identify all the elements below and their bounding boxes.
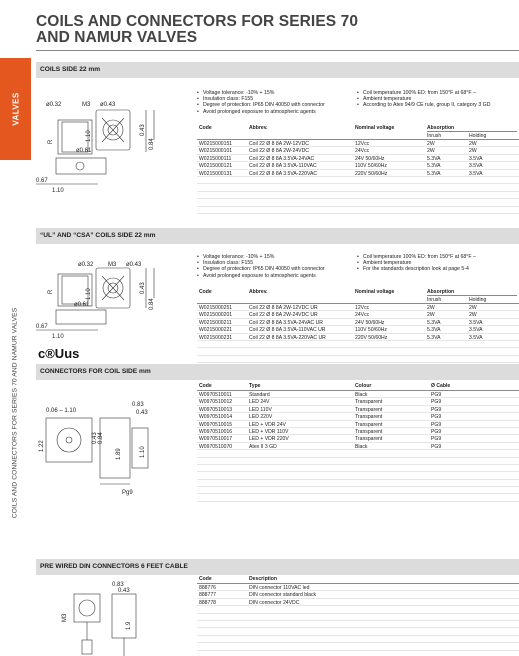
dim-label: M3: [108, 262, 117, 268]
cell-code: W0970510013: [199, 406, 233, 413]
table-row-empty: [197, 480, 519, 487]
cell-type: Atex II 3 GD: [249, 443, 277, 450]
cell-holding: 3.5VA: [469, 334, 483, 341]
spec-item: • Ambient temperature: [357, 96, 517, 102]
cell-voltage: 220V 50/60Hz: [355, 334, 388, 341]
dim-label: M3: [62, 613, 68, 622]
table-row-empty: [197, 628, 519, 635]
cell-colour: Transparent: [355, 428, 383, 435]
spec-item: • Degree of protection: IP65 DIN 40050 with connector: [197, 102, 357, 108]
table-row-empty: [197, 184, 519, 191]
dim-label: 0.84: [98, 432, 104, 444]
cell-colour: Transparent: [355, 436, 383, 443]
cell-code: 888776: [199, 585, 216, 591]
table-row-empty: [197, 614, 519, 621]
table-row-empty: [197, 450, 519, 457]
cell-voltage: 220V 50/60Hz: [355, 170, 388, 177]
col-abbrev: Abbrev.: [249, 289, 268, 295]
table-row: [197, 443, 519, 450]
table-row-empty: [197, 341, 519, 348]
table-row-empty: [197, 458, 519, 465]
spec-item: • Ambient temperature: [357, 260, 517, 266]
col-absorption: Absorption: [427, 289, 455, 295]
spec-item: • Avoid prolonged exposure to atmospheric agents: [197, 273, 357, 279]
cell-code: W0215000101: [199, 148, 233, 155]
table-header: [197, 383, 519, 391]
cell-inrush: 2W: [427, 141, 435, 147]
col-voltage: Nominal voltage: [355, 289, 395, 295]
dim-label: 0.84: [149, 138, 155, 150]
cell-holding: 3.5VA: [469, 319, 483, 326]
cell-inrush: 2W: [427, 148, 435, 155]
spec-item: • Insulation class: F155: [197, 260, 357, 266]
col-colour: Colour: [355, 383, 372, 389]
dim-label: 1.10: [86, 288, 92, 300]
cell-holding: 3.5VA: [469, 163, 483, 170]
cell-holding: 3.5VA: [469, 170, 483, 177]
dim-label: 0.43: [118, 588, 130, 594]
cell-cable: PG9: [431, 436, 442, 443]
table-row: [197, 421, 519, 428]
cell-voltage: 24Vcc: [355, 312, 370, 319]
cell-type: LED + VDR 24V: [249, 421, 286, 428]
table-row-empty: [197, 494, 519, 501]
dim-label: 0.83: [132, 402, 144, 408]
section-heading-ul-coils: “UL” AND “CSA” COILS SIDE 22 mm: [36, 228, 519, 244]
col-holding: Holding: [469, 297, 487, 303]
dim-label: 1.10: [52, 188, 64, 194]
cell-colour: Transparent: [355, 406, 383, 413]
table-row-empty: [197, 348, 519, 355]
dim-label: ø0.32: [46, 102, 62, 108]
dim-label: ø0.61: [74, 302, 90, 308]
col-description: Description: [249, 576, 278, 582]
table-row: [197, 155, 519, 162]
table-row-empty: [197, 356, 519, 363]
spec-item: • Avoid prolonged exposure to atmospheric agents: [197, 109, 357, 115]
dim-label: 0.67: [36, 178, 48, 184]
cell-inrush: 5.3VA: [427, 319, 441, 326]
cell-inrush: 5.3VA: [427, 163, 441, 170]
dim-label: 1.89: [116, 448, 122, 460]
spec-item: • Voltage tolerance: -10% + 15%: [197, 254, 357, 260]
title-rule: [36, 50, 519, 51]
side-running-title: COILS AND CONNECTORS FOR SERIES 70 AND NAMUR VALVES: [11, 307, 19, 519]
cell-type: LED + VDR 220V: [249, 436, 289, 443]
ul-coil-drawing: [36, 258, 186, 338]
page-title-line1: COILS AND CONNECTORS FOR SERIES 70: [36, 13, 359, 30]
ul-bullets-right: [357, 254, 517, 273]
cell-code: W0970510014: [199, 414, 233, 421]
cell-abbrev: Coil 22 Ø 8 8A 3.5VA-220VAC: [249, 170, 318, 177]
table-row: [197, 599, 519, 606]
table-row: [197, 391, 519, 398]
table-row: [197, 140, 519, 147]
dim-label: ø0.32: [78, 262, 94, 268]
cell-description: DIN connector 24VDC: [249, 599, 300, 606]
cell-code: W0215000251: [199, 305, 233, 311]
col-inrush: Inrush: [427, 297, 442, 303]
cell-holding: 2W: [469, 141, 477, 147]
spec-item: • Coil temperature 100% ED: from 150°F at 68°F –: [357, 254, 517, 260]
table-row-empty: [197, 192, 519, 199]
side-tab-valves: [0, 58, 31, 160]
table-header: [197, 124, 519, 140]
col-code: Code: [199, 125, 212, 131]
side-tab-label: VALVES: [11, 92, 20, 126]
cell-type: LED 24V: [249, 399, 270, 406]
cell-cable: PG9: [431, 421, 442, 428]
cell-inrush: 5.3VA: [427, 155, 441, 162]
table-header: [197, 576, 519, 584]
cell-inrush: 5.3VA: [427, 170, 441, 177]
table-row-empty: [197, 472, 519, 479]
col-abbrev: Abbrev.: [249, 125, 268, 131]
dim-label: M3: [82, 102, 91, 108]
cell-type: LED 110V: [249, 406, 272, 413]
dim-label: 0.83: [112, 582, 124, 588]
spec-item: • For the standards description look at page 5-4: [357, 266, 517, 272]
cell-code: W0215000121: [199, 163, 233, 170]
prewired-drawing: [60, 580, 160, 656]
ul-csa-logo: c®Uus: [38, 346, 80, 361]
cell-abbrev: Coil 22 Ø 8 8A 3.5VA-220VAC UR: [249, 334, 326, 341]
cell-abbrev: Coil 22 Ø 8 8A 3.5VA-110VAC: [249, 163, 317, 170]
cell-holding: 3.5VA: [469, 327, 483, 334]
col-absorption: Absorption: [427, 125, 455, 131]
dim-label: 1.10: [86, 130, 92, 142]
dim-label: 1.10: [140, 446, 146, 458]
table-row: [197, 584, 519, 591]
cell-holding: 2W: [469, 312, 477, 319]
cell-holding: 2W: [469, 305, 477, 311]
table-row-empty: [197, 606, 519, 613]
cell-holding: 3.5VA: [469, 155, 483, 162]
table-row-empty: [197, 487, 519, 494]
table-row-empty: [197, 465, 519, 472]
cell-cable: PG9: [431, 443, 442, 450]
cell-code: W0970510012: [199, 399, 233, 406]
col-holding: Holding: [469, 133, 487, 139]
cell-colour: Black: [355, 392, 368, 398]
table-row: [197, 398, 519, 405]
cell-code: 888778: [199, 599, 216, 606]
cell-code: W0215000131: [199, 170, 233, 177]
spec-item: • Voltage tolerance: -10% + 15%: [197, 90, 357, 96]
cell-abbrev: Coil 22 Ø 8 8A 2W-12VDC: [249, 141, 309, 147]
dim-label: 0.43: [136, 410, 148, 416]
table-row-empty: [197, 621, 519, 628]
coils-bullets-right: [357, 90, 517, 109]
cell-code: W0215000151: [199, 141, 233, 147]
coil-drawing: [36, 92, 186, 202]
page-title-line2: AND NAMUR VALVES: [36, 29, 198, 46]
table-row: [197, 162, 519, 169]
dim-label: 0.43: [92, 432, 98, 444]
table-row: [197, 428, 519, 435]
dim-label: Pg9: [122, 490, 133, 496]
dim-label: ø0.43: [126, 262, 142, 268]
cell-code: 888777: [199, 592, 216, 599]
table-row: [197, 147, 519, 154]
table-row-empty: [197, 177, 519, 184]
cell-voltage: 12Vcc: [355, 305, 370, 311]
dim-label: 0.43: [140, 124, 146, 136]
cell-code: W0215000221: [199, 327, 233, 334]
spec-item: • Insulation class: F155: [197, 96, 357, 102]
cell-description: DIN connector 110VAC led: [249, 585, 310, 591]
section-heading-prewired: PRE WIRED DIN CONNECTORS 6 FEET CABLE: [36, 559, 519, 575]
dim-label: R: [48, 139, 54, 144]
table-row-empty: [197, 636, 519, 643]
cell-code: W0215000211: [199, 319, 232, 326]
dim-label: ø0.61: [76, 148, 92, 154]
cell-code: W0970510015: [199, 421, 233, 428]
cell-inrush: 5.3VA: [427, 327, 441, 334]
coils-bullets-left: [197, 90, 357, 115]
cell-inrush: 2W: [427, 305, 435, 311]
dim-label: 0.06 – 1.10: [46, 408, 77, 414]
cell-abbrev: Coil 22 Ø 8 8A 2W-24VDC: [249, 148, 309, 155]
table-row: [197, 319, 519, 326]
cell-abbrev: Coil 22 Ø 8 8A 3.5VA-24VAC UR: [249, 319, 323, 326]
cell-holding: 2W: [469, 148, 477, 155]
prewired-table: [197, 576, 519, 651]
dim-label: 1.9: [126, 621, 132, 630]
cell-abbrev: Coil 22 Ø 8 8A 2W-24VDC UR: [249, 312, 318, 319]
cell-voltage: 24V 50/60Hz: [355, 319, 385, 326]
cell-abbrev: Coil 22 Ø 8 8A 2W-12VDC UR: [249, 305, 318, 311]
col-code: Code: [199, 383, 212, 389]
cell-code: W0215000111: [199, 155, 232, 162]
dim-label: 0.43: [140, 282, 146, 294]
col-code: Code: [199, 289, 212, 295]
table-row: [197, 326, 519, 333]
cell-voltage: 110V 50/60Hz: [355, 327, 387, 334]
cell-abbrev: Coil 22 Ø 8 8A 3.5VA-24VAC: [249, 155, 315, 162]
spec-item: • According to Atex 94/9 CE rule, group II, category 3 GD: [357, 102, 517, 108]
cell-type: Standard: [249, 392, 270, 398]
cell-cable: PG9: [431, 414, 442, 421]
table-row: [197, 311, 519, 318]
cell-voltage: 110V 50/60Hz: [355, 163, 387, 170]
table-row: [197, 170, 519, 177]
dim-label: 0.67: [36, 324, 48, 330]
ul-coils-table: [197, 288, 519, 363]
dim-label: 1.10: [52, 334, 64, 338]
table-header: [197, 288, 519, 304]
col-type: Type: [249, 383, 261, 389]
col-code: Code: [199, 576, 212, 582]
cell-colour: Transparent: [355, 414, 383, 421]
table-row: [197, 413, 519, 420]
cell-cable: PG9: [431, 428, 442, 435]
connector-drawing: [36, 398, 186, 498]
spec-item: • Coil temperature 100% ED: from 150°F at 68°F –: [357, 90, 517, 96]
section-heading-coils: COILS SIDE 22 mm: [36, 62, 519, 78]
cell-code: W0970510011: [199, 392, 232, 398]
table-row: [197, 334, 519, 341]
dim-label: 0.84: [149, 298, 155, 310]
ul-bullets-left: [197, 254, 357, 279]
connectors-table: [197, 383, 519, 502]
cell-colour: Transparent: [355, 421, 383, 428]
col-voltage: Nominal voltage: [355, 125, 395, 131]
table-row-empty: [197, 199, 519, 206]
col-inrush: Inrush: [427, 133, 442, 139]
table-row: [197, 435, 519, 442]
table-row: [197, 591, 519, 598]
cell-voltage: 24Vcc: [355, 148, 370, 155]
coils-table: [197, 124, 519, 214]
table-row-empty: [197, 207, 519, 214]
dim-label: 1.22: [39, 440, 45, 452]
cell-voltage: 12Vcc: [355, 141, 370, 147]
cell-code: W0970510017: [199, 436, 233, 443]
section-heading-connectors: CONNECTORS FOR COIL SIDE mm: [36, 364, 519, 380]
cell-type: LED + VDR 110V: [249, 428, 289, 435]
cell-code: W0970510070: [199, 443, 233, 450]
table-row: [197, 406, 519, 413]
cell-voltage: 24V 50/60Hz: [355, 155, 385, 162]
spec-item: • Degree of protection: IP65 DIN 40050 with connector: [197, 266, 357, 272]
cell-colour: Transparent: [355, 399, 383, 406]
cell-code: W0215000231: [199, 334, 233, 341]
cell-code: W0215000201: [199, 312, 233, 319]
cell-abbrev: Coil 22 Ø 8 8A 3.5VA-110VAC UR: [249, 327, 326, 334]
cell-cable: PG9: [431, 399, 442, 406]
cell-cable: PG9: [431, 406, 442, 413]
cell-cable: PG9: [431, 392, 442, 398]
cell-inrush: 5.3VA: [427, 334, 441, 341]
table-row: [197, 304, 519, 311]
cell-description: DIN connector standard black: [249, 592, 317, 599]
page-title: [36, 14, 506, 46]
cell-type: LED 220V: [249, 414, 273, 421]
table-row-empty: [197, 643, 519, 650]
cell-colour: Black: [355, 443, 368, 450]
cell-code: W0970510016: [199, 428, 233, 435]
dim-label: ø0.43: [100, 102, 116, 108]
dim-label: R: [48, 289, 54, 294]
cell-inrush: 2W: [427, 312, 435, 319]
col-cable: Ø Cable: [431, 383, 451, 389]
